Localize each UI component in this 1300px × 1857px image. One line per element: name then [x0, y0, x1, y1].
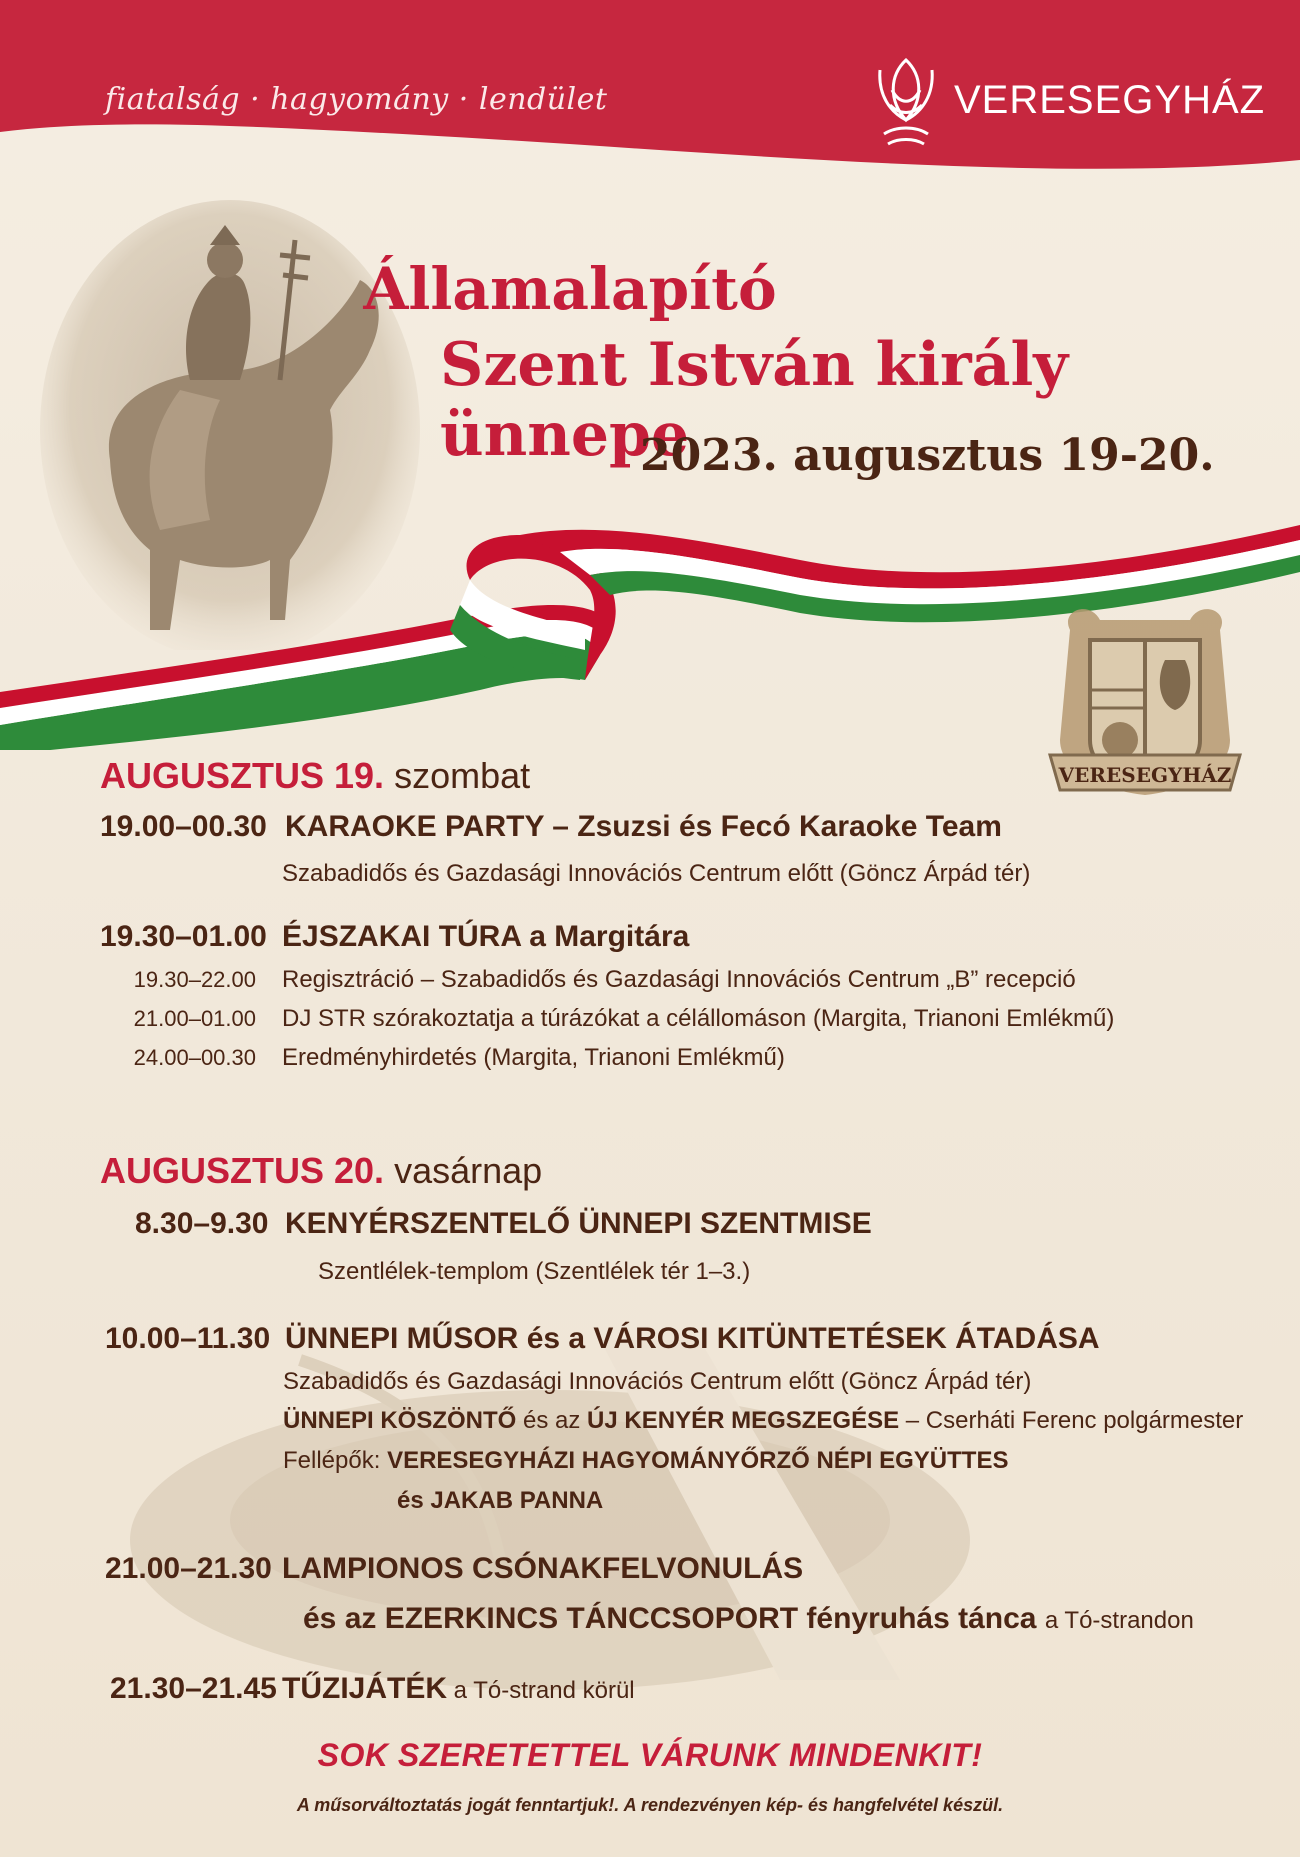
day-1-weekday: szombat: [394, 755, 531, 796]
bread-background-image: [0, 1300, 1300, 1700]
event-4-line2: [283, 1407, 1243, 1435]
sub-3-text: Eredményhirdetés (Margita, Trianoni Emlékmű): [282, 1044, 785, 1071]
day-1-label: AUGUSZTUS 19.: [100, 755, 385, 796]
event-4-title-bold: ÜNNEPI MŰSOR: [285, 1322, 519, 1355]
event-2-title-bold: ÉJSZAKAI TÚRA: [282, 920, 521, 953]
sub-1-text: Regisztráció – Szabadidős és Gazdasági Innovációs Centrum „B” recepció: [282, 966, 1076, 993]
event-2-title-rest: a Margitára: [520, 920, 690, 953]
event-2-time: 19.30–01.00: [100, 920, 267, 953]
event-4-title: [285, 1322, 1100, 1356]
motto: fiatalság · hagyomány · lendület: [105, 82, 608, 117]
sub-2-text: DJ STR szórakoztatja a túrázókat a célállomáson (Margita, Trianoni Emlékmű): [282, 1005, 1115, 1032]
event-5-title2-bold: és az EZERKINCS TÁNCCSOPORT fényruhás tánca: [303, 1602, 1037, 1635]
crest-text: VERESEGYHÁZ: [1058, 763, 1232, 787]
event-5-title2-rest: a Tó-strandon: [1044, 1607, 1194, 1634]
event-4-title-bold2: VÁROSI KITÜNTETÉSEK ÁTADÁSA: [593, 1322, 1100, 1355]
title-line-2: Szent István király ünnepe: [440, 330, 1069, 470]
event-4-line2-bold2: ÚJ KENYÉR MEGSZEGÉSE: [587, 1407, 900, 1434]
event-3-location: Szentlélek-templom (Szentlélek tér 1–3.): [318, 1258, 751, 1285]
sub-2-time: 21.00–01.00: [133, 1006, 256, 1031]
brand-name: VERESEGYHÁZ: [954, 77, 1266, 122]
event-4-title-mid: és a: [518, 1322, 594, 1355]
event-4-line2-bold: ÜNNEPI KÖSZÖNTŐ: [283, 1407, 517, 1434]
event-4-line2-rest: – Cserháti Ferenc polgármester: [899, 1407, 1244, 1434]
event-2-title: [282, 920, 689, 954]
event-1-title: KARAOKE PARTY – Zsuzsi és Fecó Karaoke Team: [285, 810, 1002, 843]
title-line-1: Államalapító: [363, 255, 777, 323]
event-6-title-bold: TŰZIJÁTÉK: [282, 1672, 447, 1705]
performers-label: Fellépők:: [283, 1447, 388, 1474]
event-4-performers: [283, 1447, 1008, 1475]
event-1-time: 19.00–00.30: [100, 810, 267, 843]
event-5-title2: [303, 1602, 1194, 1636]
veresegyhaz-coat-of-arms: [1030, 590, 1260, 820]
brand-logo: [870, 50, 1265, 150]
sub-3-time: 24.00–00.30: [133, 1045, 256, 1070]
disclaimer-note: A műsorváltoztatás jogát fenntartjuk!. A rendezvényen kép- és hangfelvétel készül.: [296, 1795, 1004, 1815]
event-6-title-rest: a Tó-strand körül: [447, 1677, 635, 1704]
performers-2: és JAKAB PANNA: [397, 1487, 604, 1514]
day-1-heading: [100, 755, 530, 797]
day-2-heading: [100, 1150, 542, 1192]
event-1-location: Szabadidős és Gazdasági Innovációs Centrum előtt (Göncz Árpád tér): [282, 860, 1031, 887]
tulip-logo-icon: [870, 50, 942, 150]
event-5-time: 21.00–21.30: [105, 1552, 272, 1585]
event-4-time: 10.00–11.30: [105, 1322, 271, 1355]
event-6-title: [282, 1672, 635, 1706]
event-date: 2023. augusztus 19-20.: [640, 430, 1215, 481]
event-4-location: Szabadidős és Gazdasági Innovációs Centrum előtt (Göncz Árpád tér): [283, 1368, 1032, 1395]
day-2-weekday: vasárnap: [394, 1150, 543, 1191]
welcome-message: SOK SZERETETTEL VÁRUNK MINDENKIT!: [317, 1737, 983, 1773]
event-3-title: KENYÉRSZENTELŐ ÜNNEPI SZENTMISE: [285, 1207, 872, 1240]
event-6-time: 21.30–21.45: [110, 1672, 277, 1705]
day-2-label: AUGUSZTUS 20.: [100, 1150, 385, 1191]
event-5-title: LAMPIONOS CSÓNAKFELVONULÁS: [282, 1552, 804, 1585]
sub-1-time: 19.30–22.00: [133, 967, 256, 992]
event-4-line2-mid: és az: [516, 1407, 588, 1434]
performers-1: VERESEGYHÁZI HAGYOMÁNYŐRZŐ NÉPI EGYÜTTES: [387, 1447, 1009, 1474]
event-3-time: 8.30–9.30: [135, 1207, 269, 1240]
